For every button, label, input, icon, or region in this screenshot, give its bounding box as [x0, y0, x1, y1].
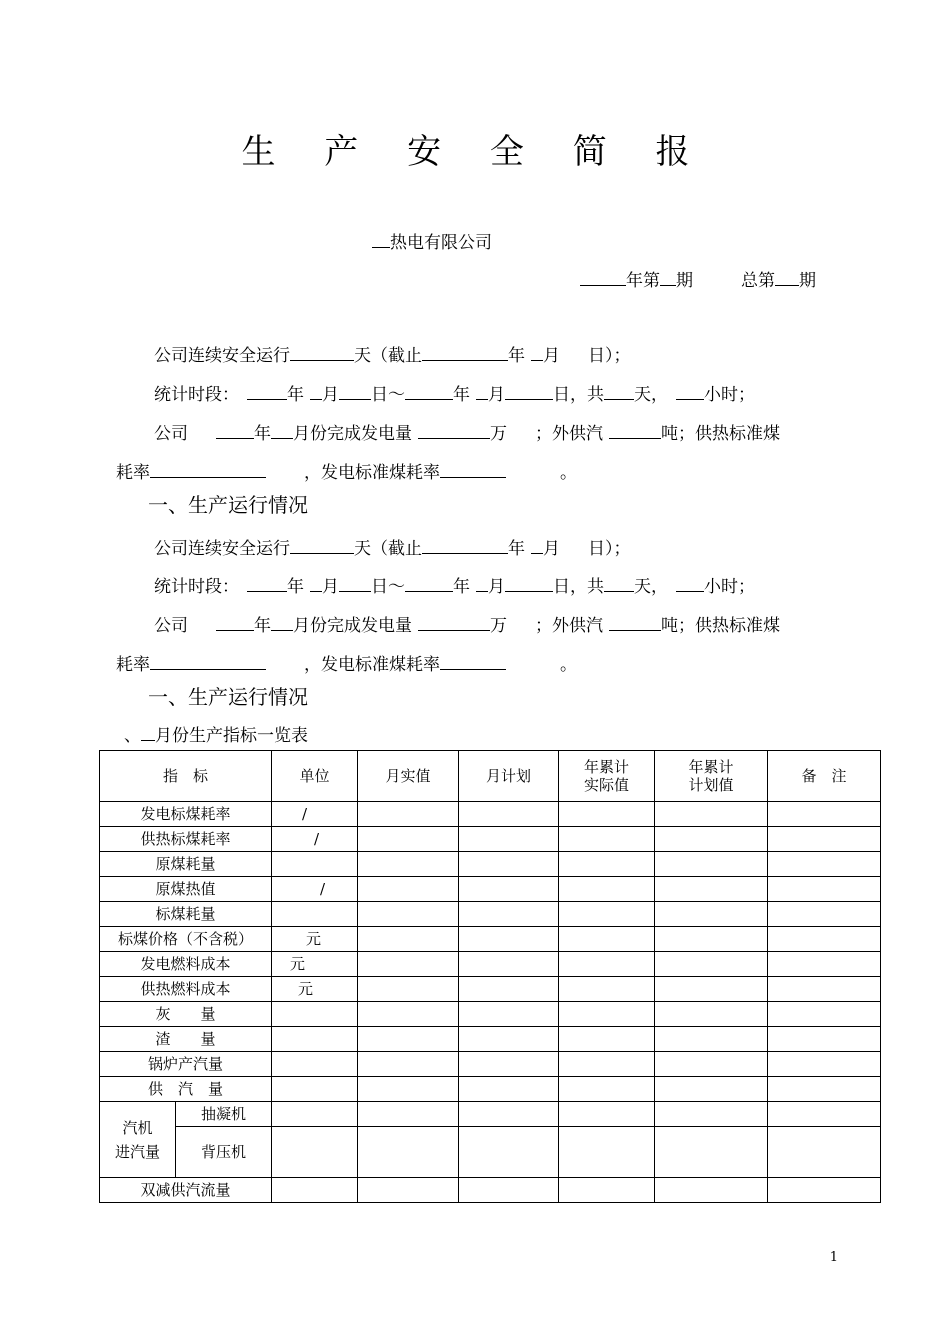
row-unit: / — [272, 827, 358, 852]
header-month-plan: 月计划 — [459, 751, 559, 802]
row-name: 供热标煤耗率 — [100, 827, 272, 852]
text: 日）； — [588, 539, 631, 559]
blank — [372, 230, 390, 248]
row-unit — [272, 902, 358, 927]
text: 月份生产指标一览表 — [155, 726, 308, 746]
blank — [290, 343, 354, 361]
header-year-actual — [559, 751, 655, 802]
output-line — [154, 419, 780, 444]
table-row — [100, 1178, 881, 1203]
output-line — [154, 611, 780, 636]
blank — [476, 382, 488, 400]
text: 耗率 — [116, 463, 150, 483]
company-name: 热电有限公司 — [390, 233, 492, 253]
safety-run-line — [154, 341, 631, 366]
text: 年 — [453, 385, 470, 405]
blank — [531, 343, 543, 361]
header-month-actual: 月实值 — [358, 751, 459, 802]
row-unit — [272, 1002, 358, 1027]
text: ，发电标准煤耗率 — [304, 655, 440, 675]
text: 日～ — [371, 577, 405, 597]
row-name: 灰 量 — [100, 1002, 272, 1027]
blank — [247, 574, 287, 592]
issue-line — [580, 266, 816, 291]
blank — [141, 723, 155, 741]
table-row — [100, 1077, 881, 1102]
blank — [676, 382, 704, 400]
text: 年 — [254, 424, 271, 444]
text: 吨；供热标准煤 — [661, 424, 780, 444]
table-row — [100, 1002, 881, 1027]
blank — [150, 652, 266, 670]
text: 月 — [543, 539, 560, 559]
section-heading: 一、生产运行情况 — [148, 685, 308, 709]
blank — [609, 613, 661, 631]
blank — [216, 421, 254, 439]
table-row — [100, 977, 881, 1002]
text: 进汽量 — [114, 1142, 160, 1161]
blank — [604, 574, 634, 592]
table-row — [100, 852, 881, 877]
header-remark: 备 注 — [768, 751, 881, 802]
blank — [604, 382, 634, 400]
issue-year-label: 年第 — [626, 271, 660, 291]
text: 月 — [322, 385, 339, 405]
blank — [339, 574, 371, 592]
text: ，发电标准煤耗率 — [304, 463, 440, 483]
text: 年 — [287, 385, 304, 405]
text: 万 — [490, 424, 507, 444]
table-row — [100, 1052, 881, 1077]
blank — [660, 268, 676, 286]
text: 月 — [488, 577, 505, 597]
text: 月 — [488, 385, 505, 405]
row-unit: / — [272, 802, 358, 827]
table-row — [100, 802, 881, 827]
table-row — [100, 902, 881, 927]
row-unit — [272, 852, 358, 877]
row-name: 供热燃料成本 — [100, 977, 272, 1002]
blank — [422, 343, 508, 361]
text: 计划值 — [688, 776, 734, 794]
text: 万 — [490, 616, 507, 636]
row-unit: 元 — [272, 977, 358, 1002]
text: 。 — [560, 463, 577, 483]
row-name: 锅炉产汽量 — [100, 1052, 272, 1077]
text: 公司连续安全运行 — [154, 346, 290, 366]
blank — [150, 460, 266, 478]
blank — [418, 421, 490, 439]
row-unit — [272, 1077, 358, 1102]
text: 。 — [560, 655, 577, 675]
issue-total-label: 总第 — [741, 271, 775, 291]
table-row — [100, 827, 881, 852]
blank — [310, 382, 322, 400]
issue-period-label: 期 — [676, 271, 693, 291]
header-year-plan — [655, 751, 768, 802]
text: 年 — [453, 577, 470, 597]
blank — [440, 652, 506, 670]
text: 天（截止 — [354, 539, 422, 559]
text: 、 — [124, 726, 141, 746]
row-name: 背压机 — [176, 1127, 272, 1178]
blank — [505, 382, 553, 400]
text: 吨；供热标准煤 — [661, 616, 780, 636]
section-heading: 一、生产运行情况 — [148, 493, 308, 517]
row-unit: 元 — [272, 927, 358, 952]
table-row — [100, 927, 881, 952]
text: 月份完成发电量 — [293, 424, 412, 444]
text: 月 — [543, 346, 560, 366]
text: ；外供汽 — [535, 616, 603, 636]
blank — [580, 268, 626, 286]
text: 日～ — [371, 385, 405, 405]
coal-rate-line — [116, 650, 577, 675]
text: ；外供汽 — [535, 424, 603, 444]
table-row — [100, 877, 881, 902]
blank — [531, 536, 543, 554]
text: 年累计 — [688, 758, 734, 776]
text: 公司 — [154, 424, 188, 444]
row-name: 原煤热值 — [100, 877, 272, 902]
row-name: 发电燃料成本 — [100, 952, 272, 977]
row-name: 抽凝机 — [176, 1102, 272, 1127]
blank — [775, 268, 799, 286]
stat-period-line — [154, 572, 755, 597]
text: 小时； — [704, 385, 755, 405]
text: 日，共 — [553, 577, 604, 597]
issue-total-period-label: 期 — [799, 271, 816, 291]
turbine-group-label — [100, 1102, 176, 1178]
text: 年 — [254, 616, 271, 636]
blank — [609, 421, 661, 439]
text: 耗率 — [116, 655, 150, 675]
row-unit: 元 — [272, 952, 358, 977]
blank — [271, 421, 293, 439]
blank — [339, 382, 371, 400]
text: 公司 — [154, 616, 188, 636]
blank — [505, 574, 553, 592]
text: 年 — [508, 539, 525, 559]
row-name: 双减供汽流量 — [100, 1178, 272, 1203]
blank — [405, 574, 453, 592]
blank — [676, 574, 704, 592]
blank — [271, 613, 293, 631]
text: 月份完成发电量 — [293, 616, 412, 636]
table-row — [100, 952, 881, 977]
table-row — [100, 1127, 881, 1178]
production-index-table — [99, 750, 881, 1203]
blank — [310, 574, 322, 592]
text: 日，共 — [553, 385, 604, 405]
row-name: 标煤价格（不含税） — [100, 927, 272, 952]
table-row — [100, 1027, 881, 1052]
blank — [216, 613, 254, 631]
table-caption — [124, 721, 308, 746]
row-name: 渣 量 — [100, 1027, 272, 1052]
row-name: 标煤耗量 — [100, 902, 272, 927]
table-header-row — [100, 751, 881, 802]
table-row — [100, 1102, 881, 1127]
row-unit — [272, 1052, 358, 1077]
text: 统计时段： — [154, 385, 239, 405]
blank — [405, 382, 453, 400]
header-unit: 单位 — [272, 751, 358, 802]
blank — [247, 382, 287, 400]
row-name: 发电标煤耗率 — [100, 802, 272, 827]
text: 天（截止 — [354, 346, 422, 366]
text: 年 — [508, 346, 525, 366]
text: 年累计 — [584, 758, 630, 776]
text: 汽机 — [122, 1118, 153, 1137]
safety-run-line — [154, 534, 631, 559]
stat-period-line — [154, 380, 755, 405]
text: 年 — [287, 577, 304, 597]
text: 公司连续安全运行 — [154, 539, 290, 559]
text: 统计时段： — [154, 577, 239, 597]
document-title: 生 产 安 全 简 报 — [241, 132, 709, 172]
row-unit: / — [272, 877, 358, 902]
company-line — [372, 228, 492, 253]
blank — [418, 613, 490, 631]
row-name: 供 汽 量 — [100, 1077, 272, 1102]
blank — [290, 536, 354, 554]
blank — [422, 536, 508, 554]
text: 小时； — [704, 577, 755, 597]
text: 天， — [634, 577, 668, 597]
text: 月 — [322, 577, 339, 597]
coal-rate-line — [116, 458, 577, 483]
text: 天， — [634, 385, 668, 405]
header-index: 指 标 — [100, 751, 272, 802]
blank — [476, 574, 488, 592]
row-unit — [272, 1027, 358, 1052]
page-number: 1 — [829, 1250, 838, 1265]
blank — [440, 460, 506, 478]
text: 实际值 — [584, 776, 630, 794]
text: 日）； — [588, 346, 631, 366]
row-name: 原煤耗量 — [100, 852, 272, 877]
